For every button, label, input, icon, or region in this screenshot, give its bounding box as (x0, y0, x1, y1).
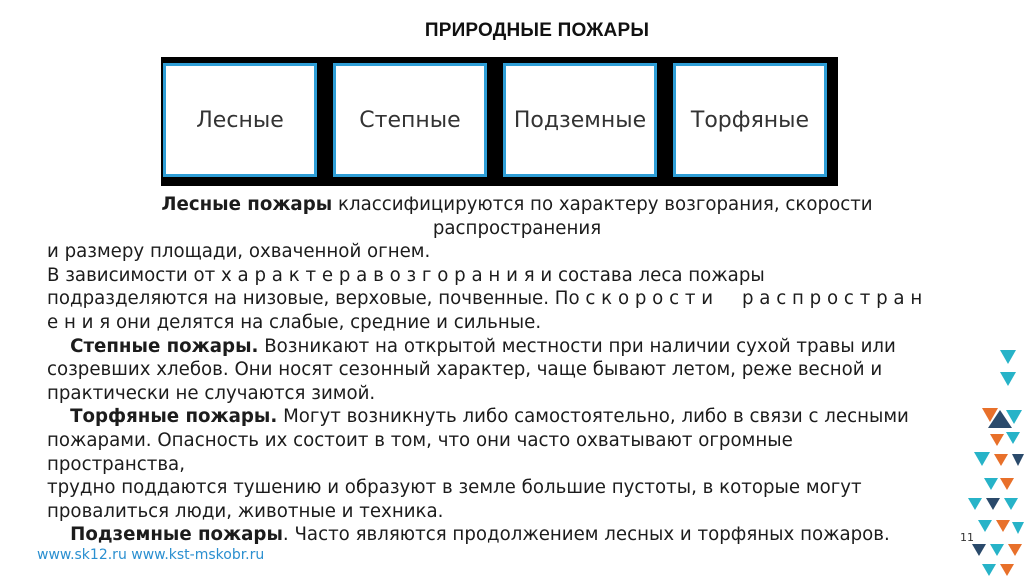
p4-line2: пожарами. Опасность их состоит в том, что они часто охватывают огромные (47, 429, 793, 451)
triangle-shape (1004, 498, 1018, 510)
p5-bold: Подземные пожары (70, 524, 283, 546)
triangle-shape (1000, 564, 1014, 576)
p4-line1 (47, 405, 987, 429)
box-steppe: Степные (333, 63, 487, 177)
triangle-shape (974, 452, 990, 466)
p1-line3: и размеру площади, охваченной огнем. (47, 241, 431, 263)
triangle-shape (982, 564, 996, 576)
triangle-shape (986, 498, 1000, 510)
p1-line1 (47, 193, 987, 217)
p4-rest: Могут возникнуть либо самостоятельно, либо в связи с лесными (277, 406, 909, 428)
footer-links[interactable]: www.sk12.ru www.kst-mskobr.ru (37, 547, 265, 563)
p4-line5: провалиться люди, животные и техника. (47, 500, 444, 522)
slide-title: ПРИРОДНЫЕ ПОЖАРЫ (424, 20, 650, 41)
p1-rest: классифицируются по характеру возгорания, скорости (332, 194, 873, 215)
p3-line3: практически не случаются зимой. (47, 382, 376, 404)
p4-line4: трудно поддаются тушению и образуют в земле большие пустоты, в которые могут (47, 477, 862, 499)
triangle-shape (1012, 522, 1024, 534)
p2-line3: е н и я они делятся на слабые, средние и сильные. (47, 311, 542, 333)
p4-line3: пространства, (47, 453, 185, 475)
page-number: 11 (960, 531, 974, 544)
body-text (47, 193, 987, 547)
p3-bold: Степные пожары. (70, 335, 259, 357)
triangle-shape (990, 544, 1004, 556)
p2-line1: В зависимости от х а р а к т е р а в о з г о р а н и я и состава леса пожары (47, 264, 765, 286)
triangle-decoration (960, 330, 1024, 576)
triangle-shape (1000, 478, 1014, 490)
p2-line2: подразделяются на низовые, верховые, почвенные. По с к о р о с т и р а с п р о с т р а н (47, 288, 923, 310)
box-underground: Подземные (503, 63, 657, 177)
p4-bold: Торфяные пожары. (70, 406, 278, 428)
p5-line1 (47, 523, 987, 547)
p1-line2: распространения (432, 217, 602, 239)
fire-types-strip (161, 57, 838, 186)
triangle-shape (1012, 454, 1024, 466)
p3-line1 (47, 335, 987, 359)
triangle-shape (994, 454, 1008, 466)
triangle-shape (1006, 410, 1022, 424)
triangle-shape (972, 544, 986, 556)
triangle-shape (1006, 432, 1020, 444)
triangle-shape (984, 478, 998, 490)
triangle-shape (968, 498, 982, 510)
p5-rest: . Часто являются продолжением лесных и торфяных пожаров. (282, 524, 890, 546)
p3-rest: Возникают на открытой местности при наличии сухой травы или (258, 335, 896, 357)
triangle-shape (1000, 350, 1016, 364)
box-forest: Лесные (163, 63, 317, 177)
triangle-shape (990, 434, 1004, 446)
p3-line2: созревших хлебов. Они носят сезонный характер, чаще бывают летом, реже весной и (47, 359, 883, 381)
box-peat: Торфяные (673, 63, 827, 177)
triangle-shape (1008, 544, 1022, 556)
triangle-shape (978, 520, 992, 532)
p1-bold: Лесные пожары (161, 194, 333, 215)
triangle-shape (1000, 372, 1016, 386)
triangle-shape (996, 520, 1010, 532)
